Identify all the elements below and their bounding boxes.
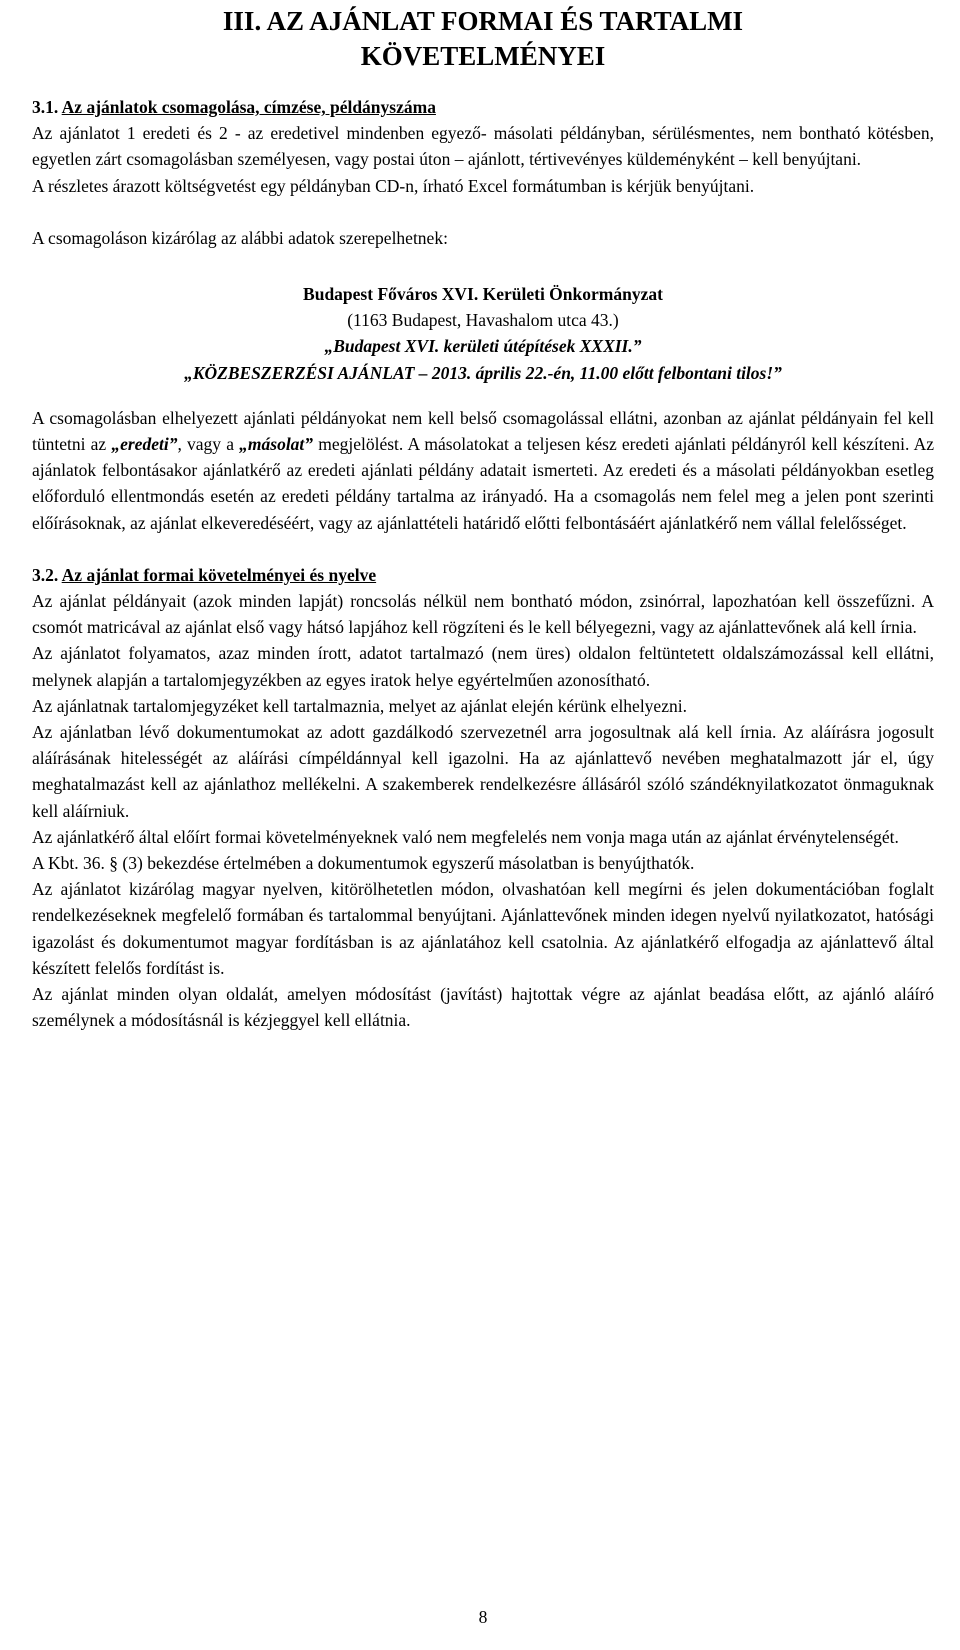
section-3-1-paragraph-3: A csomagoláson kizárólag az alábbi adatok szerepelhetnek: [32, 227, 448, 248]
chapter-title-line-2: KÖVETELMÉNYEI [360, 41, 606, 71]
document-page [32, 0, 934, 1650]
section-3-2-paragraph: Az ajánlatot folyamatos, azaz minden írott, adatot tartalmazó (nem üres) oldalon feltüntetett oldalszámozással kell ellátni, melynek alapján a tartalomjegyzékben az egyes iratok helye egyértelműen azonosítható. [32, 643, 934, 690]
section-3-2-paragraph: A Kbt. 36. § (3) bekezdése értelmében a dokumentumok egyszerű másolatban is benyújthatók. [32, 853, 695, 874]
page-number: 8 [478, 1607, 488, 1627]
section-3-1-number: 3.1. [32, 97, 62, 117]
label-masolat: „másolat” [239, 434, 314, 455]
section-3-2-heading [32, 562, 934, 588]
section-3-2-title: Az ajánlat formai követelményei és nyelve [61, 564, 377, 585]
label-eredeti: „eredeti” [111, 434, 178, 455]
section-3-1-heading [32, 94, 934, 120]
section-3-2-paragraph: Az ajánlat példányait (azok minden lapját) roncsolás nélkül nem bontható módon, zsinórral, lapozhatóan kell összefűzni. A csomót matricával az ajánlat első vagy hátsó lapjához kell rögzíteni és le kell bélyegezni, vagy az ajánlattevőnek alá kell írnia. [32, 591, 934, 638]
spacer [32, 251, 934, 277]
section-3-2-paragraph: Az ajánlat minden olyan oldalát, amelyen módosítást (javítást) hajtottak végre az ajánlat beadása előtt, az ajánló aláíró személynek a módosításnál is kézjeggyel kell ellátnia. [32, 984, 934, 1031]
section-3-1-paragraph-4 [32, 405, 934, 536]
spacer [32, 199, 934, 225]
section-3-1-paragraph-2: A részletes árazott költségvetést egy példányban CD-n, írható Excel formátumban is kérjük benyújtani. [32, 175, 755, 196]
chapter-title [32, 4, 934, 74]
address-notice: „KÖZBESZERZÉSI AJÁNLAT – 2013. április 22.-én, 11.00 előtt felbontani tilos!” [184, 362, 782, 383]
spacer [32, 536, 934, 562]
section-3-1-paragraph-1: Az ajánlatot 1 eredeti és 2 - az eredetivel mindenben egyező- másolati példányban, sérülésmentes, nem bontható kötésben, egyetlen zárt csomagolásban személyesen, vagy postai úton – ajánlott, tértivevényes küldeményként – kell benyújtani. [32, 123, 934, 170]
envelope-address-block [32, 277, 934, 386]
section-3-1-title: Az ajánlatok csomagolása, címzése, példányszáma [61, 97, 436, 117]
section-3-2-paragraph: Az ajánlatkérő által előírt formai követelményeknek való nem megfelelés nem vonja maga után az ajánlat érvénytelenségét. [32, 826, 899, 847]
paragraph-4-text-b: , vagy a [177, 434, 240, 455]
chapter-title-line-1: III. AZ AJÁNLAT FORMAI ÉS TARTALMI [222, 6, 744, 36]
paragraph-4-text-c: megjelölést. A másolatokat a teljesen kész eredeti ajánlati példányról kell készíteni. Az ajánlatok felbontásakor ajánlatkérő az eredeti ajánlati példány adatait ismerteti. Az eredeti és a másolati példányokban esetleg előforduló ellentmondás esetén az eredeti példány tartalma az irányadó. Ha a csomagolás nem felel meg a jelen pont szerinti előírásoknak, az ajánlat elkeveredéséért, vagy az ajánlattételi határidő előtti felbontásáért ajánlatkérő nem vállal felelősséget. [32, 434, 934, 533]
paragraph-4-text-a: A csomagolásban elhelyezett ajánlati példányokat nem kell belső csomagolással ellátni, azonban az ajánlat példányain fel kell tüntetni az [32, 407, 934, 455]
section-3-2-paragraph: Az ajánlatnak tartalomjegyzéket kell tartalmaznia, melyet az ajánlat elején kérünk elhelyezni. [32, 695, 687, 716]
address-project: „Budapest XVI. kerületi útépítések XXXII.” [324, 336, 642, 357]
section-3-2-paragraph: Az ajánlatban lévő dokumentumokat az adott gazdálkodó szervezetnél arra jogosultnak alá kell írnia. Az aláírásra jogosult aláírásának hitelességét az aláírási címpéldánnyal kell igazolni. Ha az ajánlattevő nevében meghatalmazott jár el, úgy meghatalmazást kell az ajánlathoz mellékelni. A szakemberek rendelkezésre állásáról szóló szándéknyilatkozatot önmaguknak kell aláírniuk. [32, 722, 934, 821]
address-street: (1163 Budapest, Havashalom utca 43.) [347, 310, 619, 331]
spacer [32, 386, 934, 405]
address-organization: Budapest Főváros XVI. Kerületi Önkormányzat [303, 284, 663, 305]
section-3-2-number: 3.2. [32, 564, 62, 585]
section-3-2-paragraph: Az ajánlatot kizárólag magyar nyelven, kitörölhetetlen módon, olvashatóan kell megírni és jelen dokumentációban foglalt rendelkezéseknek megfelelő formában és tartalommal benyújtani. Ajánlattevőnek minden idegen nyelvű nyilatkozatot, hatósági igazolást és dokumentumot magyar fordításban is az ajánlatához kell csatolnia. Az ajánlatkérő elfogadja az ajánlattevő által készített felelős fordítást is. [32, 879, 934, 978]
